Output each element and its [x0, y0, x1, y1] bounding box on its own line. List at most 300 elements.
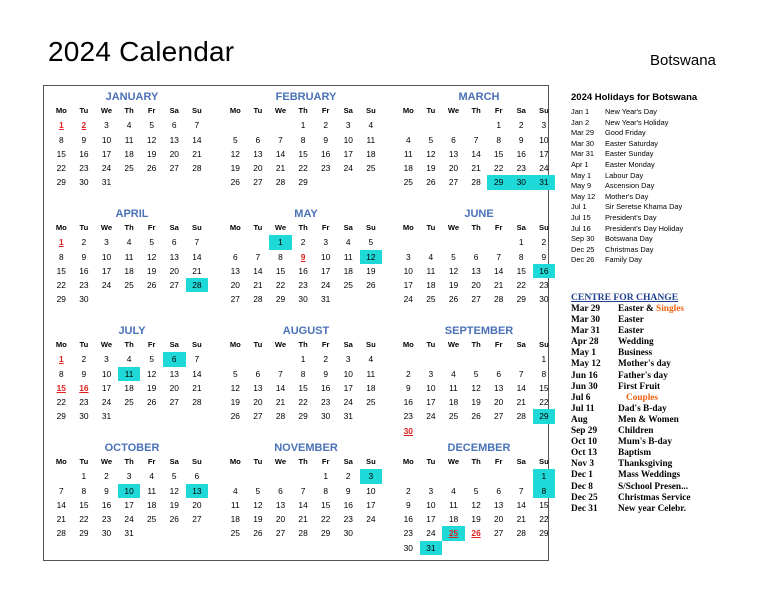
day-cell: 25 [124, 280, 134, 291]
holiday-name: New Year's Day [605, 107, 657, 116]
holiday-row [571, 255, 761, 266]
centre-date: Sep 29 [571, 426, 598, 437]
weekday-header: We [100, 223, 113, 232]
day-cell: 20 [275, 514, 286, 525]
day-cell: 27 [192, 514, 202, 525]
day-cell: 25 [230, 528, 240, 539]
day-cell: 1 [300, 354, 306, 365]
day-cell: 28 [298, 528, 308, 539]
calendar-title: 2024 Calendar [48, 36, 235, 67]
day-cell: 8 [278, 251, 283, 262]
weekday-header: We [274, 223, 287, 232]
day-cell: 29 [56, 294, 66, 305]
day-cell: 18 [230, 514, 240, 525]
day-cell: 29 [56, 411, 66, 422]
month-days-grid [224, 455, 386, 541]
weekday-header: Tu [426, 340, 436, 349]
weekday-header: Th [471, 340, 481, 349]
day-cell: 23 [403, 411, 413, 422]
day-cell: 19 [147, 148, 157, 159]
centre-row [571, 470, 761, 481]
day-cell: 31 [533, 175, 556, 189]
day-cell: 14 [298, 499, 308, 510]
day-cell: 29 [539, 528, 549, 539]
day-cell: 20 [192, 499, 202, 510]
holiday-row [571, 160, 761, 171]
day-cell: 1 [323, 471, 328, 482]
day-cell: 9 [405, 382, 411, 393]
day-cell: 25 [442, 526, 465, 540]
month-days-grid [50, 221, 212, 307]
day-cell: 8 [533, 484, 556, 498]
day-cell: 2 [300, 237, 306, 248]
day-cell: 28 [192, 397, 202, 408]
day-cell: 19 [230, 163, 240, 174]
day-cell: 20 [253, 163, 263, 174]
month-name: SEPTEMBER [444, 325, 514, 337]
day-cell: 13 [494, 382, 504, 393]
day-cell: 27 [448, 177, 459, 188]
day-cell: 7 [518, 368, 524, 379]
month-november [226, 441, 386, 541]
empty-cell [442, 469, 465, 483]
day-cell: 8 [58, 134, 64, 145]
day-cell: 23 [79, 163, 89, 174]
day-cell: 28 [275, 411, 286, 422]
centre-title: CENTRE FOR CHANGE [571, 292, 679, 303]
day-cell: 20 [230, 280, 240, 291]
day-cell: 14 [192, 134, 202, 145]
day-cell: 2 [541, 237, 547, 248]
centre-row [571, 459, 761, 470]
holiday-name: Labour Day [605, 170, 644, 180]
day-cell: 26 [366, 280, 376, 291]
empty-cell [247, 235, 270, 249]
weekday-header: Su [539, 223, 549, 232]
day-cell: 9 [300, 251, 306, 262]
empty-cell [224, 469, 247, 483]
day-cell: 20 [169, 148, 179, 159]
empty-cell [487, 235, 510, 249]
weekday-header: Fr [494, 106, 503, 115]
day-cell: 21 [471, 163, 481, 174]
weekday-header: Su [366, 223, 376, 232]
weekday-header: We [447, 457, 460, 466]
centre-row [571, 426, 761, 437]
centre-date: Oct 10 [571, 437, 598, 448]
day-cell: 2 [81, 120, 87, 131]
day-cell: 2 [81, 354, 87, 365]
weekday-header: Th [124, 457, 134, 466]
day-cell: 8 [58, 368, 64, 379]
day-cell: 18 [426, 280, 436, 291]
empty-cell [465, 235, 488, 249]
day-cell: 24 [366, 514, 376, 525]
holiday-row [571, 118, 761, 129]
empty-cell [465, 118, 488, 132]
day-cell: 22 [56, 397, 66, 408]
day-cell: 21 [192, 382, 202, 393]
month-may [226, 207, 386, 307]
empty-cell [247, 352, 270, 366]
day-cell: 31 [101, 177, 112, 188]
weekday-header: Tu [253, 223, 263, 232]
day-cell: 27 [169, 163, 179, 174]
day-cell: 5 [473, 485, 479, 496]
day-cell: 26 [147, 397, 157, 408]
month-days-grid [50, 338, 212, 424]
day-cell: 17 [101, 382, 112, 393]
day-cell: 1 [300, 120, 306, 131]
month-name: FEBRUARY [275, 91, 337, 103]
holiday-name: Easter Monday [605, 159, 655, 169]
day-cell: 22 [275, 280, 286, 291]
day-cell: 31 [101, 411, 112, 422]
day-cell: 1 [58, 120, 64, 131]
day-cell: 19 [169, 499, 179, 510]
day-cell: 27 [253, 177, 263, 188]
weekday-header: Th [471, 457, 481, 466]
day-cell: 13 [169, 251, 179, 262]
weekday-header: Fr [147, 223, 156, 232]
weekday-header: Mo [229, 106, 241, 115]
day-cell: 27 [169, 280, 179, 291]
day-cell: 2 [405, 485, 411, 496]
day-cell: 22 [56, 163, 66, 174]
day-cell: 12 [147, 251, 157, 262]
day-cell: 15 [539, 382, 549, 393]
day-cell: 26 [448, 294, 459, 305]
empty-cell [397, 352, 420, 366]
centre-row [571, 326, 761, 337]
weekday-header: Fr [321, 340, 330, 349]
empty-cell [269, 118, 292, 132]
day-cell: 21 [253, 280, 263, 291]
day-cell: 18 [366, 382, 376, 393]
empty-cell [397, 469, 420, 483]
day-cell: 24 [321, 280, 331, 291]
day-cell: 27 [253, 411, 263, 422]
day-cell: 6 [232, 251, 238, 262]
day-cell: 29 [275, 294, 286, 305]
holiday-date: Sep 30 [571, 234, 595, 244]
weekday-header: Mo [229, 340, 241, 349]
day-cell: 14 [471, 148, 481, 159]
day-cell: 26 [230, 411, 240, 422]
weekday-header: Fr [147, 340, 156, 349]
weekday-header: Su [539, 457, 549, 466]
day-cell: 26 [147, 163, 157, 174]
centre-row [571, 315, 761, 326]
month-name: OCTOBER [104, 442, 160, 454]
holiday-row [571, 224, 761, 235]
weekday-header: Th [124, 223, 134, 232]
day-cell: 5 [232, 134, 238, 145]
weekday-header: Fr [494, 223, 503, 232]
day-cell: 14 [275, 382, 286, 393]
day-cell: 3 [345, 120, 351, 131]
day-cell: 11 [426, 265, 436, 276]
day-cell: 19 [426, 163, 436, 174]
day-cell: 20 [253, 397, 263, 408]
weekday-header: We [274, 457, 287, 466]
calendar-grid [43, 85, 549, 561]
day-cell: 3 [126, 471, 132, 482]
holiday-date: Jan 2 [571, 117, 590, 127]
day-cell: 7 [194, 354, 200, 365]
month-days-grid [397, 104, 559, 190]
month-december [399, 441, 559, 555]
day-cell: 8 [300, 134, 306, 145]
day-cell: 12 [471, 382, 481, 393]
centre-event: Mum's B-day [618, 437, 672, 448]
day-cell: 6 [194, 471, 200, 482]
day-cell: 24 [101, 397, 112, 408]
month-july [52, 324, 212, 424]
holiday-row [571, 213, 761, 224]
holiday-row [571, 149, 761, 160]
day-cell: 28 [253, 294, 263, 305]
day-cell: 27 [275, 528, 286, 539]
day-cell: 1 [269, 235, 292, 249]
day-cell: 17 [124, 499, 134, 510]
empty-cell [224, 352, 247, 366]
day-cell: 9 [104, 485, 109, 496]
weekday-header: Th [298, 223, 308, 232]
day-cell: 7 [300, 485, 306, 496]
day-cell: 6 [496, 368, 501, 379]
day-cell: 4 [149, 471, 154, 482]
empty-cell [247, 469, 270, 483]
day-cell: 10 [426, 499, 436, 510]
day-cell: 14 [494, 265, 504, 276]
day-cell: 30 [298, 294, 308, 305]
weekday-header: Su [539, 340, 549, 349]
day-cell: 5 [473, 368, 479, 379]
weekday-header: Sa [169, 223, 179, 232]
day-cell: 15 [56, 265, 66, 276]
centre-row [571, 348, 761, 359]
day-cell: 16 [79, 265, 89, 276]
day-cell: 19 [471, 514, 481, 525]
day-cell: 3 [428, 368, 434, 379]
day-cell: 18 [366, 148, 376, 159]
day-cell: 5 [149, 237, 154, 248]
day-cell: 13 [169, 368, 179, 379]
day-cell: 28 [186, 278, 209, 292]
weekday-header: Tu [253, 457, 263, 466]
month-name: AUGUST [282, 325, 330, 337]
day-cell: 25 [147, 514, 157, 525]
day-cell: 14 [192, 251, 202, 262]
day-cell: 24 [101, 163, 112, 174]
holiday-name: Botswana Day [605, 234, 653, 244]
holiday-row [571, 171, 761, 182]
day-cell: 7 [255, 251, 261, 262]
day-cell: 13 [169, 134, 179, 145]
centre-row [571, 493, 761, 504]
day-cell: 14 [275, 148, 286, 159]
day-cell: 16 [403, 397, 413, 408]
day-cell: 1 [533, 469, 556, 483]
day-cell: 16 [79, 148, 89, 159]
day-cell: 2 [323, 354, 328, 365]
day-cell: 12 [448, 265, 459, 276]
day-cell: 11 [366, 134, 376, 145]
day-cell: 24 [343, 397, 353, 408]
day-cell: 17 [343, 148, 353, 159]
weekday-header: Su [192, 223, 202, 232]
centre-date: Jun 16 [571, 370, 598, 381]
centre-row [571, 359, 761, 370]
day-cell: 3 [360, 469, 383, 483]
day-cell: 4 [345, 237, 351, 248]
day-cell: 10 [403, 265, 413, 276]
weekday-header: Tu [426, 106, 436, 115]
centre-date: Mar 30 [571, 315, 601, 326]
day-cell: 25 [426, 294, 436, 305]
weekday-header: Fr [147, 106, 156, 115]
day-cell: 8 [300, 368, 306, 379]
day-cell: 17 [426, 514, 436, 525]
day-cell: 30 [79, 411, 89, 422]
day-cell: 31 [420, 541, 443, 555]
day-cell: 29 [298, 177, 308, 188]
day-cell: 28 [516, 528, 526, 539]
day-cell: 8 [323, 485, 328, 496]
centre-row [571, 437, 761, 448]
centre-event: Easter & [618, 304, 657, 314]
month-name: JUNE [464, 208, 494, 220]
day-cell: 9 [81, 368, 87, 379]
empty-cell [465, 352, 488, 366]
day-cell: 22 [516, 280, 526, 291]
day-cell: 13 [253, 382, 263, 393]
day-cell: 29 [298, 411, 308, 422]
day-cell: 16 [343, 499, 353, 510]
day-cell: 14 [516, 382, 526, 393]
day-cell: 17 [321, 265, 331, 276]
centre-date: May 12 [571, 359, 601, 370]
empty-cell [465, 469, 488, 483]
empty-cell [420, 469, 443, 483]
day-cell: 1 [58, 237, 64, 248]
day-cell: 23 [516, 163, 526, 174]
empty-cell [269, 352, 292, 366]
centre-date: Nov 3 [571, 459, 594, 470]
day-cell: 27 [471, 294, 481, 305]
month-june [399, 207, 559, 307]
day-cell: 3 [104, 120, 109, 131]
day-cell: 27 [494, 528, 504, 539]
day-cell: 20 [448, 163, 459, 174]
holiday-date: Mar 30 [571, 138, 595, 148]
weekday-header: Su [366, 340, 376, 349]
holiday-name: President's Day [605, 212, 657, 222]
month-name: JULY [118, 325, 146, 337]
empty-cell [442, 352, 465, 366]
weekday-header: Fr [321, 106, 330, 115]
day-cell: 3 [323, 237, 328, 248]
month-name: NOVEMBER [274, 442, 338, 454]
empty-cell [420, 118, 443, 132]
day-cell: 2 [323, 120, 328, 131]
day-cell: 12 [147, 368, 157, 379]
weekday-header: Fr [321, 457, 330, 466]
day-cell: 10 [343, 368, 353, 379]
day-cell: 6 [278, 485, 283, 496]
day-cell: 10 [539, 134, 549, 145]
centre-event: Dad's B-day [618, 403, 667, 414]
day-cell: 10 [101, 251, 112, 262]
weekday-header: Tu [426, 223, 436, 232]
holiday-date: May 12 [571, 191, 596, 201]
day-cell: 5 [149, 120, 154, 131]
day-cell: 22 [298, 163, 308, 174]
day-cell: 1 [81, 471, 87, 482]
day-cell: 15 [298, 148, 308, 159]
holiday-name: Mother's Day [605, 191, 649, 201]
month-february [226, 90, 386, 190]
day-cell: 29 [487, 175, 510, 189]
day-cell: 11 [449, 382, 458, 393]
day-cell: 9 [345, 485, 351, 496]
holiday-date: May 1 [571, 170, 592, 180]
holiday-date: Dec 25 [571, 244, 595, 254]
day-cell: 7 [473, 134, 479, 145]
day-cell: 23 [298, 280, 308, 291]
centre-event: Wedding [618, 337, 654, 348]
day-cell: 20 [169, 382, 179, 393]
centre-row [571, 482, 761, 493]
day-cell: 27 [494, 411, 504, 422]
centre-event: Mother's day [618, 359, 671, 370]
weekday-header: Tu [79, 457, 89, 466]
day-cell: 11 [118, 367, 141, 381]
day-cell: 18 [448, 397, 459, 408]
day-cell: 15 [321, 499, 331, 510]
month-days-grid [397, 221, 559, 307]
day-cell: 17 [101, 148, 112, 159]
holidays-title: 2024 Holidays for Botswana [571, 92, 698, 103]
day-cell: 16 [533, 264, 556, 278]
day-cell: 3 [104, 237, 109, 248]
weekday-header: Th [298, 340, 308, 349]
day-cell: 30 [403, 542, 413, 553]
day-cell: 22 [321, 514, 331, 525]
day-cell: 28 [192, 163, 202, 174]
day-cell: 16 [298, 265, 308, 276]
weekday-header: Fr [321, 223, 330, 232]
day-cell: 3 [541, 120, 547, 131]
weekday-header: Sa [516, 106, 526, 115]
day-cell: 2 [345, 471, 351, 482]
weekday-header: Su [192, 106, 202, 115]
day-cell: 20 [471, 280, 481, 291]
weekday-header: Sa [516, 457, 526, 466]
centre-row [571, 382, 761, 393]
centre-event: Children [618, 426, 654, 437]
day-cell: 1 [541, 354, 547, 365]
day-cell: 10 [101, 368, 112, 379]
day-cell: 6 [496, 485, 501, 496]
day-cell: 5 [232, 368, 238, 379]
day-cell: 1 [58, 354, 64, 365]
holiday-row [571, 107, 761, 118]
day-cell: 21 [494, 280, 504, 291]
month-name: JANUARY [105, 91, 159, 103]
centre-event: Christmas Service [618, 492, 691, 503]
